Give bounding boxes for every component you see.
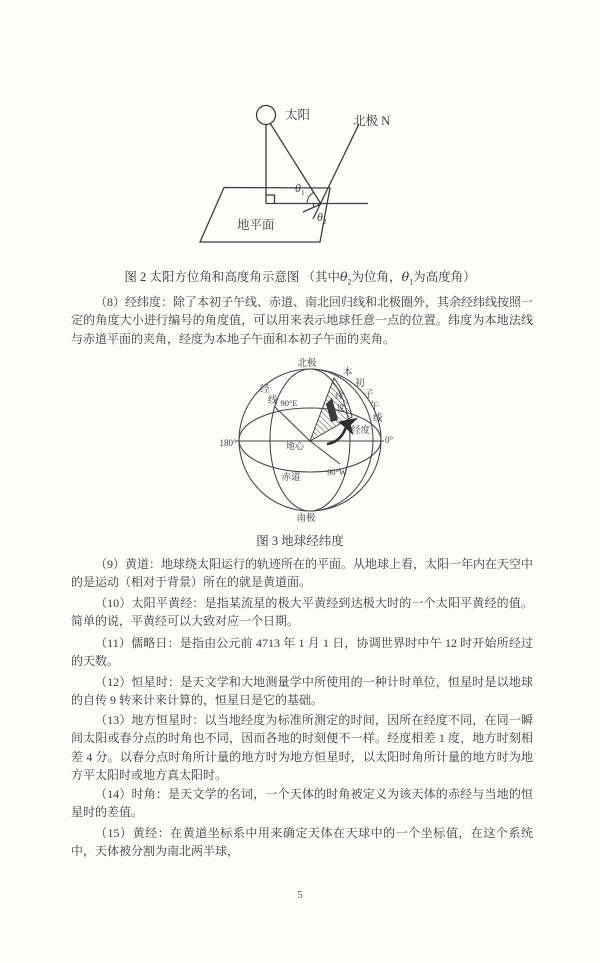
theta1-arc: [307, 192, 314, 203]
prime-meridian-char-4: 午: [370, 402, 380, 412]
theta1-label: [295, 181, 305, 197]
figure2-caption-theta1: θ: [401, 269, 410, 284]
theta1-symbol: θ: [295, 181, 301, 195]
paragraph-14-hour-angle: （14）时角：是天文学的名词，一个天体的时角被定义为该天体的赤经与当地的恒星时的差值。: [71, 787, 533, 820]
label-90w: 90°W: [327, 467, 347, 477]
figure2-caption: [0, 267, 600, 287]
theta2-subscript: 2: [322, 217, 327, 226]
line-to-90e: [275, 407, 310, 441]
prime-meridian-char-3: 子: [364, 390, 374, 400]
figure3-caption: 图 3 地球经纬度: [256, 534, 344, 548]
equator-label: 赤道: [281, 473, 301, 483]
sun-label: 太阳: [285, 108, 311, 122]
prime-meridian-char-1: 本: [343, 368, 353, 378]
theta1-subscript: 1: [300, 188, 305, 197]
paragraph-8-latlong: （8）经纬度：除了本初子午线、赤道、南北回归线和北极圈外，其余经纬线按照一定的角度大小进行编号的角度值，可以用来表示地球任意一点的位置。纬度为本地法线与赤道平面的夹角，经度为本地子午面和本初子午面的夹角。: [71, 295, 534, 346]
latitude-char-2: 度: [337, 403, 345, 412]
line-to-90w: [310, 441, 340, 464]
figure2-caption-theta2: θ: [340, 269, 348, 284]
globe-south-pole-label: 南极: [296, 514, 316, 524]
figure2-caption-sub2: 2: [347, 277, 352, 287]
north-pole-label: 北极 N: [353, 114, 391, 128]
paragraph-13-local-sidereal: （13）地方恒星时：以当地经度为标准所测定的时间，因所在经度不同，在同一瞬间太阳或春分点的时角也不同，因而各地的时刻便不一样。经度相差 1 度，地方时刻相差 4 分。以春分点时角所计量的地方时为地方恒星时，以太阳时角所计量的地方时为地方平太阳时或地方真太阳时。: [71, 713, 533, 783]
theta2-symbol: θ: [317, 210, 323, 224]
figure2-caption-mid: 为位角，: [351, 270, 402, 284]
label-180deg: 180°: [219, 438, 237, 448]
paragraph-11-julian-day: （11）儒略日：是指由公元前 4713 年 1 月 1 日，协调世界时中午 12 时开始所经过的天数。: [71, 636, 533, 669]
globe-north-pole-label: 北极: [297, 359, 317, 369]
sun-icon: [257, 106, 276, 125]
ground-plane-outline: [200, 188, 330, 243]
page-number: 5: [297, 889, 303, 901]
figure-earth-globe-diagram: [195, 352, 425, 534]
meridian-char-1: 经: [260, 385, 270, 395]
paragraph-10-solar-longitude: （10）太阳平黄经：是指某流星的极大平黄经到达极大时的一个太阳平黄经的值。简单的说，平黄经可以大致对应一个日期。: [71, 596, 533, 629]
paragraph-15-ecliptic-longitude: （15）黄经：在黄道坐标系中用来确定天体在天球中的一个坐标值，在这个系统中，天体被分割为南北两半球，: [71, 826, 533, 859]
label-0deg: 0°: [385, 435, 394, 445]
ground-plane-label: 地平面: [237, 218, 275, 232]
paragraph-12-sidereal-time: （12）恒星时：是天文学和大地测量学中所使用的一种计时单位，恒星时是以地球的自传 9 转来计来计算的，恒星日是它的基础。: [71, 675, 533, 708]
theta2-arc: [313, 204, 314, 208]
meridian-char-2: 线: [268, 396, 278, 406]
right-angle-marker: [266, 195, 275, 204]
prime-meridian-char-5: 线: [373, 414, 383, 424]
figure2-caption-text: 图 2 太阳方位角和高度角示意图 （其中: [124, 270, 341, 284]
figure-sun-angle-diagram: [180, 95, 460, 255]
figure2-caption-sub1: 1: [409, 277, 414, 287]
figure2-caption-end: 为高度角）: [413, 270, 476, 284]
longitude-label: 经度: [351, 426, 371, 436]
label-90e: 90°E: [280, 398, 298, 408]
latitude-char-1: 纬: [335, 392, 343, 401]
earth-center-label: 地心: [285, 441, 305, 451]
paragraph-9-ecliptic: （9）黄道：地球绕太阳运行的轨迹所在的平面。从地球上看，太阳一年内在天空中的是运动（相对于背景）所在的就是黄道面。: [71, 557, 534, 590]
prime-meridian-char-2: 初: [355, 379, 365, 389]
